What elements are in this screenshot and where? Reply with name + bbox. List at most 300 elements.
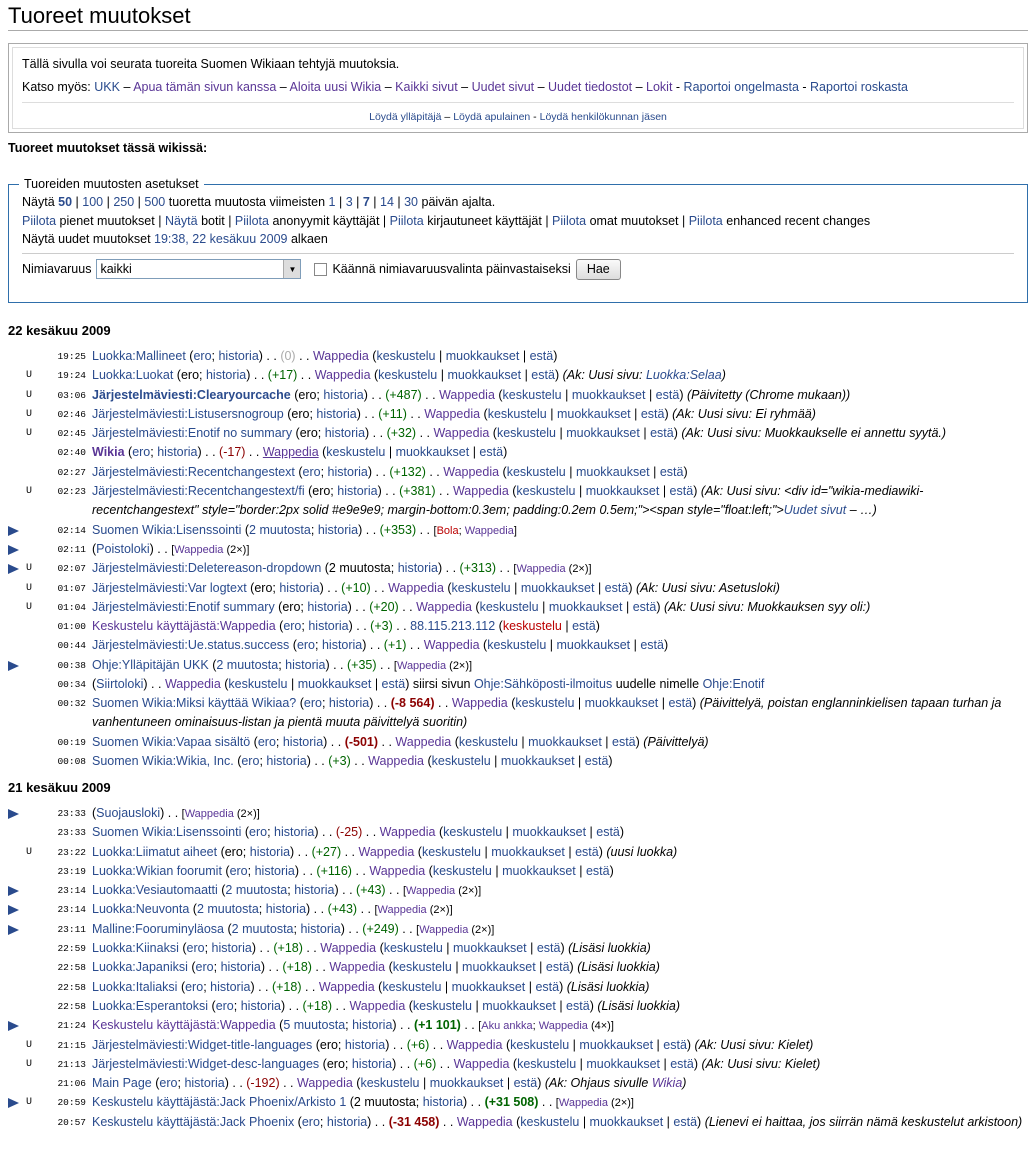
link-find-admin[interactable]: Löydä ylläpitäjä xyxy=(369,111,442,123)
change-link[interactable]: Malline:Fooruminyläosa xyxy=(92,921,225,936)
change-link[interactable]: Ohje:Sähköposti-ilmoitus xyxy=(473,677,613,692)
change-link[interactable]: estä xyxy=(584,754,609,769)
change-link[interactable]: ero xyxy=(195,960,214,975)
timestamp: 00:44 xyxy=(57,640,86,652)
list-item: U 02:46 Järjestelmäviesti:Listusersnogroup (ero; historia) . . (+11) . . Wappedia (keskustelu | muokkaukset | estä) (Ak: Uusi sivu: Ei ryhmää) xyxy=(0,405,1035,424)
change-link[interactable]: Luokka:Italiaksi xyxy=(92,979,178,994)
change-link[interactable]: estä xyxy=(596,825,620,840)
change-link[interactable]: Wappedia xyxy=(184,808,234,820)
change-link[interactable]: muokkaukset xyxy=(502,863,576,878)
change-link[interactable]: historia xyxy=(326,1114,368,1129)
unpatrolled-flag: U xyxy=(26,846,33,858)
change-link[interactable]: Luokka:Japaniksi xyxy=(92,960,188,975)
change-link[interactable]: ero xyxy=(193,349,212,363)
change-link[interactable]: historia xyxy=(240,998,282,1013)
timestamp: 19:24 xyxy=(57,370,86,382)
change-link[interactable]: muokkaukset xyxy=(579,1037,654,1052)
change-link[interactable]: Wappedia xyxy=(516,563,566,576)
change-link[interactable]: Wappedia xyxy=(349,998,406,1013)
change-link[interactable]: Wappedia xyxy=(423,638,480,653)
change-link[interactable]: keskustelu xyxy=(520,1114,580,1129)
timestamp: 02:40 xyxy=(57,447,86,459)
change-link[interactable]: Wappedia xyxy=(424,406,481,421)
change-link[interactable]: Wappedia xyxy=(262,445,319,460)
change-link[interactable]: Järjestelmäviesti:Deletereason-dropdown xyxy=(92,561,322,576)
change-link[interactable]: ero xyxy=(257,734,276,749)
list-item: 00:44 Järjestelmäviesti:Ue.status.success (ero; historia) . . (+1) . . Wappedia (keskustelu | muokkaukset | estä) xyxy=(0,636,1035,655)
change-link[interactable]: historia xyxy=(352,1018,393,1033)
change-link[interactable]: keskustelu xyxy=(502,387,562,402)
limit-50[interactable]: 50 xyxy=(58,195,73,209)
change-link[interactable]: muokkaukset xyxy=(585,484,660,499)
days-3[interactable]: 3 xyxy=(345,195,353,209)
timestamp: 00:38 xyxy=(57,659,86,671)
change-link[interactable]: Wappedia xyxy=(320,941,377,956)
change-link[interactable]: 5 muutosta xyxy=(283,1018,346,1033)
link-logs[interactable]: Lokit xyxy=(646,80,673,94)
days-7[interactable]: 7 xyxy=(362,195,370,209)
change-link[interactable]: muokkaukset xyxy=(453,941,527,956)
timestamp: 23:14 xyxy=(57,885,86,897)
change-link[interactable]: Wappedia xyxy=(388,580,444,595)
timestamp: 01:00 xyxy=(57,621,86,633)
change-link[interactable]: Keskustelu käyttäjästä:Jack Phoenix xyxy=(92,1114,295,1129)
expand-arrow-icon[interactable] xyxy=(8,1021,19,1031)
limit-100[interactable]: 100 xyxy=(82,195,104,209)
change-link[interactable]: Ohje:Enotif xyxy=(702,677,765,692)
change-link[interactable]: ero xyxy=(296,638,316,653)
change-link[interactable]: Suojausloki xyxy=(96,806,161,820)
change-link[interactable]: Wappedia xyxy=(452,484,509,499)
change-link[interactable]: estä xyxy=(632,599,657,614)
change-link[interactable]: Wappedia xyxy=(439,387,495,402)
change-link[interactable]: Luokka:Kiinaksi xyxy=(92,941,179,956)
see-also: Katso myös: UKK – Apua tämän sivun kanssa – Aloita uusi Wikia – Kaikki sivut – Uudet sivut – Uudet tiedostot – Lokit - Raportoi ongelmasta - Raportoi roskasta xyxy=(22,80,908,94)
change-link[interactable]: historia xyxy=(218,349,259,363)
change-link[interactable]: keskustelu xyxy=(487,406,547,421)
list-item: 02:14 Suomen Wikia:Lisenssointi (2 muutosta; historia) . . (+353) . . [Bola; Wappedia] xyxy=(0,521,1035,540)
change-link[interactable]: estä xyxy=(529,349,554,363)
timestamp: 01:04 xyxy=(57,601,86,613)
change-link[interactable]: historia xyxy=(211,941,252,956)
change-link[interactable]: Wappedia xyxy=(406,885,456,898)
change-link[interactable]: Järjestelmäviesti:Widget-desc-languages xyxy=(92,1056,320,1071)
change-link[interactable]: muokkaukset xyxy=(520,580,595,595)
list-item: U 19:24 Luokka:Luokat (ero; historia) . . (+17) . . Wappedia (keskustelu | muokkaukset | estä) (Ak: Uusi sivu: Luokka:Selaa) xyxy=(0,366,1035,385)
limit-500[interactable]: 500 xyxy=(144,195,166,209)
list-item: U 01:04 Järjestelmäviesti:Enotif summary (ero; historia) . . (+20) . . Wappedia (keskustelu | muokkaukset | estä) (Ak: Uusi sivu: Muokkauksen syy oli:) xyxy=(0,598,1035,617)
change-link[interactable]: estä xyxy=(585,863,610,878)
change-link[interactable]: muokkaukset xyxy=(556,638,631,653)
change-link[interactable]: historia xyxy=(265,902,307,917)
days-1[interactable]: 1 xyxy=(328,195,336,209)
change-link[interactable]: historia xyxy=(205,368,247,383)
change-link[interactable]: Wappedia xyxy=(396,659,447,672)
timestamp: 02:11 xyxy=(57,543,86,555)
change-link[interactable]: historia xyxy=(254,863,295,878)
change-link[interactable]: Wappedia xyxy=(433,426,490,441)
change-link[interactable]: muokkaukset xyxy=(482,998,556,1013)
change-link[interactable]: historia xyxy=(157,445,198,460)
change-link[interactable]: estä xyxy=(650,426,674,441)
options-legend: Tuoreiden muutosten asetukset xyxy=(24,177,199,191)
change-link[interactable]: Wappedia xyxy=(379,825,436,840)
days-14[interactable]: 14 xyxy=(380,195,394,209)
change-link[interactable]: historia xyxy=(323,387,364,402)
change-link[interactable]: Wappedia xyxy=(453,1056,510,1071)
change-link[interactable]: Wappedia xyxy=(164,677,221,692)
change-link[interactable]: estä xyxy=(536,941,561,956)
change-link[interactable]: muokkaukset xyxy=(297,677,372,692)
change-link[interactable]: historia xyxy=(321,638,363,653)
expand-arrow-icon[interactable] xyxy=(8,661,19,671)
change-link[interactable]: muokkaukset xyxy=(395,445,470,460)
change-link[interactable]: estä xyxy=(659,464,684,479)
change-link[interactable]: historia xyxy=(285,657,326,672)
change-link[interactable]: Siirtoloki xyxy=(96,677,144,692)
change-link[interactable]: estä xyxy=(572,619,596,634)
change-link[interactable]: historia xyxy=(327,464,368,479)
list-item: 23:19 Luokka:Wikian foorumit (ero; historia) . . (+116) . . Wappedia (keskustelu | muokkaukset | estä) xyxy=(0,862,1035,881)
unpatrolled-flag: U xyxy=(26,389,33,401)
change-link[interactable]: Luokka:Liimatut aiheet xyxy=(92,844,218,859)
change-link[interactable]: keskustelu xyxy=(506,464,566,479)
invert-checkbox[interactable] xyxy=(314,263,327,276)
change-link[interactable]: Wappedia xyxy=(538,1020,588,1033)
change-link[interactable]: historia xyxy=(307,599,348,614)
change-link[interactable]: historia xyxy=(210,979,251,994)
change-link[interactable]: Järjestelmäviesti:Ue.status.success xyxy=(92,638,290,653)
change-link[interactable]: keskustelu xyxy=(360,1076,420,1091)
change-link[interactable]: Wappedia xyxy=(416,599,472,614)
change-link[interactable]: keskustelu xyxy=(458,734,518,749)
change-link[interactable]: ero xyxy=(283,619,302,634)
hide-minor[interactable]: Piilota xyxy=(22,213,57,228)
change-link[interactable]: historia xyxy=(294,883,335,898)
change-link[interactable]: ero xyxy=(215,998,234,1013)
days-30[interactable]: 30 xyxy=(404,195,419,209)
change-link[interactable]: Luokka:Wikian foorumit xyxy=(92,863,222,878)
timestamp: 20:59 xyxy=(57,1097,86,1109)
change-link[interactable]: historia xyxy=(249,844,291,859)
change-link[interactable]: muokkaukset xyxy=(566,426,640,441)
change-link[interactable]: Wappedia xyxy=(314,368,371,383)
day-heading: 22 kesäkuu 2009 xyxy=(8,323,111,338)
list-item: 00:38 Ohje:Ylläpitäjän UKK (2 muutosta; historia) . . (+35) . . [Wappedia (2×)] xyxy=(0,656,1035,675)
change-link[interactable]: muokkaukset xyxy=(500,754,575,769)
intro-text: Tällä sivulla voi seurata tuoreita Suomen Wikiaan tehtyjä muutoksia. xyxy=(22,57,400,71)
change-link[interactable]: keskustelu xyxy=(515,696,575,711)
change-link[interactable]: estä xyxy=(640,638,664,653)
list-item: U 01:07 Järjestelmäviesti:Var logtext (ero; historia) . . (+10) . . Wappedia (keskustelu | muokkaukset | estä) (Ak: Uusi sivu: Asetusloki) xyxy=(0,579,1035,598)
list-item: 23:11 Malline:Fooruminyläosa (2 muutosta; historia) . . (+249) . . [Wappedia (2×)] xyxy=(0,920,1035,939)
timestamp: 01:07 xyxy=(57,582,86,594)
change-link[interactable]: Wappedia xyxy=(296,1076,353,1091)
list-item: 00:34 (Siirtoloki) . . Wappedia (keskustelu | muokkaukset | estä) siirsi sivun Ohje:Sähköposti-ilmoitus uudelle nimelle Ohje:Enotif xyxy=(0,675,1035,694)
hide-mine[interactable]: Piilota xyxy=(552,213,587,228)
change-link[interactable]: Wappedia xyxy=(312,349,369,363)
timestamp: 21:24 xyxy=(57,1020,86,1032)
link-new-files[interactable]: Uudet tiedostot xyxy=(548,80,633,94)
change-link[interactable]: estä xyxy=(531,368,555,383)
change-link[interactable]: Luokka:Luokat xyxy=(92,368,174,383)
change-link[interactable]: estä xyxy=(479,445,504,460)
change-link[interactable]: historia xyxy=(300,921,341,936)
change-link[interactable]: muokkaukset xyxy=(586,1056,661,1071)
change-link[interactable]: keskustelu xyxy=(376,349,436,363)
change-link[interactable]: Ohje:Ylläpitäjän UKK xyxy=(92,657,209,672)
change-link[interactable]: keskustelu xyxy=(383,941,443,956)
change-link[interactable]: Suomen Wikia:Lisenssointi xyxy=(92,522,242,537)
change-link[interactable]: muokkaukset xyxy=(589,1114,664,1129)
change-link[interactable]: keskustelu xyxy=(382,979,442,994)
change-link[interactable]: Suomen Wikia:Lisenssointi xyxy=(92,825,242,840)
change-link[interactable]: Wappedia xyxy=(456,1114,513,1129)
namespace-select[interactable]: kaikki ▼ xyxy=(96,259,301,279)
change-link[interactable]: Luokka:Mallineet xyxy=(92,349,186,363)
change-link[interactable]: muokkaukset xyxy=(491,844,565,859)
change-link[interactable]: Wappedia xyxy=(368,754,424,769)
change-link[interactable]: muokkaukset xyxy=(512,825,587,840)
change-link[interactable]: ero xyxy=(159,1076,178,1091)
change-link[interactable]: Uudet sivut xyxy=(783,503,847,518)
change-link[interactable]: Wappedia xyxy=(318,979,375,994)
change-link[interactable]: Keskustelu käyttäjästä:Wappedia xyxy=(92,1018,276,1033)
change-link[interactable]: Suomen Wikia:Vapaa sisältö xyxy=(92,734,251,749)
link-help[interactable]: Apua tämän sivun kanssa xyxy=(133,80,277,94)
change-link[interactable]: ero xyxy=(302,464,321,479)
change-link[interactable]: keskustelu xyxy=(517,1056,577,1071)
change-link[interactable]: estä xyxy=(612,734,636,749)
expand-arrow-icon[interactable] xyxy=(8,1098,19,1108)
change-link[interactable]: historia xyxy=(351,1056,393,1071)
expand-arrow-icon[interactable] xyxy=(8,925,19,935)
change-link[interactable]: Luokka:Neuvonta xyxy=(92,902,190,917)
change-link[interactable]: keskustelu xyxy=(479,599,539,614)
change-link[interactable]: keskustelu xyxy=(502,619,562,634)
change-link[interactable]: Järjestelmäviesti:Enotif summary xyxy=(92,599,275,614)
change-link[interactable]: 2 muutosta xyxy=(231,921,294,936)
change-link[interactable]: historia xyxy=(308,619,349,634)
change-link[interactable]: Wappedia xyxy=(446,1037,503,1052)
change-link[interactable]: estä xyxy=(655,387,680,402)
link-find-staff[interactable]: Löydä henkilökunnan jäsen xyxy=(539,111,667,123)
change-link[interactable]: keskustelu xyxy=(431,754,491,769)
change-link[interactable]: historia xyxy=(282,734,324,749)
change-link[interactable]: Järjestelmäviesti:Recentchangestext xyxy=(92,464,295,479)
change-link[interactable]: keskustelu xyxy=(326,445,386,460)
change-link[interactable]: muokkaukset xyxy=(451,979,526,994)
change-link[interactable]: muokkaukset xyxy=(548,599,623,614)
change-link[interactable]: estä xyxy=(668,696,693,711)
change-link[interactable]: Järjestelmäviesti:Clearyourcache xyxy=(92,387,291,402)
show-bots[interactable]: Näytä xyxy=(164,213,198,228)
link-report-problem[interactable]: Raportoi ongelmasta xyxy=(683,80,799,94)
list-item: U 20:59 Keskustelu käyttäjästä:Jack Phoenix/Arkisto 1 (2 muutosta; historia) . . (+31 508) . . [Wappedia (2×)] xyxy=(0,1093,1035,1112)
change-link[interactable]: historia xyxy=(324,426,366,441)
link-find-helper[interactable]: Löydä apulainen xyxy=(453,111,531,123)
change-link[interactable]: historia xyxy=(274,825,315,840)
change-link[interactable]: Wappedia xyxy=(443,464,500,479)
change-link[interactable]: keskustelu xyxy=(228,677,288,692)
change-link[interactable]: historia xyxy=(397,561,439,576)
limit-250[interactable]: 250 xyxy=(113,195,135,209)
change-link[interactable]: Wappedia xyxy=(358,844,415,859)
expand-arrow-icon[interactable] xyxy=(8,809,19,819)
expand-arrow-icon[interactable] xyxy=(8,905,19,915)
change-link[interactable]: Luokka:Selaa xyxy=(645,368,722,383)
change-link[interactable]: Järjestelmäviesti:Var logtext xyxy=(92,580,247,595)
change-link[interactable]: historia xyxy=(344,1037,386,1052)
link-all-pages[interactable]: Kaikki sivut xyxy=(395,80,458,94)
link-ukk[interactable]: UKK xyxy=(94,80,120,94)
expand-arrow-icon[interactable] xyxy=(8,564,19,574)
change-link[interactable]: Wappedia xyxy=(369,863,426,878)
change-link[interactable]: historia xyxy=(317,522,359,537)
link-new-pages[interactable]: Uudet sivut xyxy=(471,80,535,94)
hide-enhanced[interactable]: Piilota xyxy=(688,213,723,228)
change-link[interactable]: ero xyxy=(241,754,260,769)
list-item: U 02:23 Järjestelmäviesti:Recentchangestext/fi (ero; historia) . . (+381) . . Wappedia (keskustelu | muokkaukset | estä) (Ak: Uusi sivu: <div id="wikia-mediawiki-recentchangestext" style="border:2px solid #e9e9e9; margin-bottom:0.3em; padding:0.2em 0.5em;"><span style="float:left;">Uudet sivut – …) xyxy=(26,484,924,518)
change-link[interactable]: estä xyxy=(604,580,629,595)
unpatrolled-flag: U xyxy=(26,370,33,382)
expand-arrow-icon[interactable] xyxy=(8,886,19,896)
change-link[interactable]: historia xyxy=(279,580,320,595)
change-link[interactable]: historia xyxy=(422,1095,464,1110)
change-link[interactable]: ero xyxy=(186,941,205,956)
list-item: 00:32 Suomen Wikia:Miksi käyttää Wikiaa? (ero; historia) . . (-8 564) . . Wappedia (keskustelu | muokkaukset | estä) (Päivittelyä, poistan englanninkielisen tapaan turhan ja vanhentuneen ominaisuus-listan ja pientä muuta päivittelyä suoritin) xyxy=(0,694,1035,733)
change-link[interactable]: 2 muutosta xyxy=(216,657,279,672)
change-link[interactable]: keskustelu xyxy=(412,998,472,1013)
change-link[interactable]: muokkaukset xyxy=(556,406,631,421)
change-link[interactable]: estä xyxy=(663,1037,687,1052)
change-link[interactable]: ero xyxy=(249,825,268,840)
change-link[interactable]: estä xyxy=(545,960,570,975)
change-link[interactable]: muokkaukset xyxy=(429,1076,504,1091)
change-link[interactable]: Poistoloki xyxy=(96,541,150,556)
hide-logged[interactable]: Piilota xyxy=(389,213,424,228)
hide-anon[interactable]: Piilota xyxy=(234,213,269,228)
change-link[interactable]: historia xyxy=(220,960,261,975)
limit-row: Näytä 50 | 100 | 250 | 500 tuoretta muutosta viimeisten 1 | 3 | 7 | 14 | 30 päivän ajalta. xyxy=(22,195,496,209)
change-link[interactable]: Järjestelmäviesti:Recentchangestext/fi xyxy=(92,484,305,499)
change-link[interactable]: ero xyxy=(185,979,204,994)
change-link[interactable]: Wikia xyxy=(92,445,125,460)
change-link[interactable]: keskustelu xyxy=(392,960,452,975)
change-link[interactable]: Wappedia xyxy=(329,960,386,975)
change-link[interactable]: Järjestelmäviesti:Listusersnogroup xyxy=(92,406,284,421)
change-link[interactable]: Wikia xyxy=(651,1076,683,1091)
change-link[interactable]: 88.115.213.112 xyxy=(410,619,496,634)
change-link[interactable]: Wappedia xyxy=(451,696,508,711)
list-item: 23:33 Suomen Wikia:Lisenssointi (ero; historia) . . (-25) . . Wappedia (keskustelu | muokkaukset | estä) xyxy=(0,823,1035,842)
change-link[interactable]: ero xyxy=(303,696,322,711)
change-link[interactable]: estä xyxy=(640,406,665,421)
change-link[interactable]: keskustelu xyxy=(516,484,576,499)
change-link[interactable]: 2 muutosta xyxy=(196,902,259,917)
change-link[interactable]: estä xyxy=(670,1056,694,1071)
change-link[interactable]: estä xyxy=(566,998,590,1013)
change-link[interactable]: estä xyxy=(535,979,560,994)
change-link[interactable]: Suomen Wikia:Miksi käyttää Wikiaa? xyxy=(92,696,297,711)
change-link[interactable]: ero xyxy=(301,1114,320,1129)
change-link[interactable]: 2 muutosta xyxy=(249,522,311,537)
change-link[interactable]: keskustelu xyxy=(432,863,492,878)
change-link[interactable]: Suomen Wikia:Wikia, Inc. xyxy=(92,754,234,769)
change-link[interactable]: estä xyxy=(513,1076,538,1091)
change-link[interactable]: keskustelu xyxy=(451,580,511,595)
change-link[interactable]: keskustelu xyxy=(487,638,547,653)
change-link[interactable]: keskustelu xyxy=(421,844,482,859)
change-link[interactable]: muokkaukset xyxy=(462,960,536,975)
change-link[interactable]: Wappedia xyxy=(395,734,452,749)
change-link[interactable]: muokkaukset xyxy=(571,387,646,402)
list-item: U 23:22 Luokka:Liimatut aiheet (ero; historia) . . (+27) . . Wappedia (keskustelu | muokkaukset | estä) (uusi luokka) xyxy=(0,843,1035,862)
change-link[interactable]: ero xyxy=(229,863,248,878)
list-item: U 21:13 Järjestelmäviesti:Widget-desc-languages (ero; historia) . . (+6) . . Wappedia (keskustelu | muokkaukset | estä) (Ak: Uusi sivu: Kielet) xyxy=(0,1055,1035,1074)
timestamp: 19:25 xyxy=(57,351,86,362)
go-button[interactable]: Hae xyxy=(576,259,621,280)
change-link[interactable]: Wappedia xyxy=(419,923,469,936)
change-link[interactable]: historia xyxy=(184,1076,225,1091)
change-link[interactable]: Wappedia xyxy=(558,1097,608,1110)
change-link[interactable]: historia xyxy=(328,696,370,711)
change-link[interactable]: keskustelu xyxy=(378,368,438,383)
change-link[interactable]: historia xyxy=(337,484,378,499)
change-link[interactable]: Main Page xyxy=(92,1076,152,1091)
find-staff: Löydä ylläpitäjä – Löydä apulainen - Löydä henkilökunnan jäsen xyxy=(22,102,1014,126)
list-item: 02:11 (Poistoloki) . . [Wappedia (2×)] xyxy=(0,540,1035,559)
change-link[interactable]: ero xyxy=(132,445,151,460)
change-link[interactable]: Luokka:Vesiautomaatti xyxy=(92,883,218,898)
timestamp: 23:19 xyxy=(57,865,86,877)
change-link[interactable]: estä xyxy=(673,1114,698,1129)
change-link[interactable]: historia xyxy=(266,754,307,769)
change-link[interactable]: Järjestelmäviesti:Enotif no summary xyxy=(92,426,293,441)
change-link[interactable]: keskustelu xyxy=(443,825,503,840)
change-link[interactable]: estä xyxy=(381,677,406,692)
change-link[interactable]: Wappedia xyxy=(464,524,514,537)
change-link[interactable]: muokkaukset xyxy=(575,464,650,479)
change-link[interactable]: muokkaukset xyxy=(584,696,659,711)
change-link[interactable]: Wappedia xyxy=(174,543,224,556)
change-link[interactable]: muokkaukset xyxy=(445,349,520,363)
change-link[interactable]: 2 muutosta xyxy=(225,883,288,898)
timestamp: 23:22 xyxy=(57,846,86,858)
change-link[interactable]: historia xyxy=(316,406,357,421)
change-link[interactable]: keskustelu xyxy=(496,426,556,441)
change-link[interactable]: keskustelu xyxy=(510,1037,570,1052)
change-link[interactable]: muokkaukset xyxy=(528,734,602,749)
link-new-wikia[interactable]: Aloita uusi Wikia xyxy=(289,80,382,94)
timestamp: 23:14 xyxy=(57,904,86,916)
change-link[interactable]: Keskustelu käyttäjästä:Jack Phoenix/Arkisto 1 xyxy=(92,1095,347,1110)
change-link[interactable]: estä xyxy=(575,844,599,859)
change-link[interactable]: Aku ankka xyxy=(481,1020,533,1033)
change-link[interactable]: Keskustelu käyttäjästä:Wappedia xyxy=(92,619,276,634)
change-link[interactable]: Luokka:Esperantoksi xyxy=(92,998,209,1013)
change-link[interactable]: estä xyxy=(669,484,694,499)
change-link[interactable]: Järjestelmäviesti:Widget-title-languages xyxy=(92,1037,313,1052)
change-link[interactable]: muokkaukset xyxy=(447,368,522,383)
from-date-link[interactable]: 19:38, 22 kesäkuu 2009 xyxy=(154,232,288,246)
link-report-spam[interactable]: Raportoi roskasta xyxy=(810,80,908,94)
expand-arrow-icon[interactable] xyxy=(8,545,19,555)
expand-arrow-icon[interactable] xyxy=(8,526,19,536)
change-link[interactable]: Bola xyxy=(436,524,459,537)
change-link[interactable]: Wappedia xyxy=(377,904,427,917)
timestamp: 02:45 xyxy=(57,428,86,440)
